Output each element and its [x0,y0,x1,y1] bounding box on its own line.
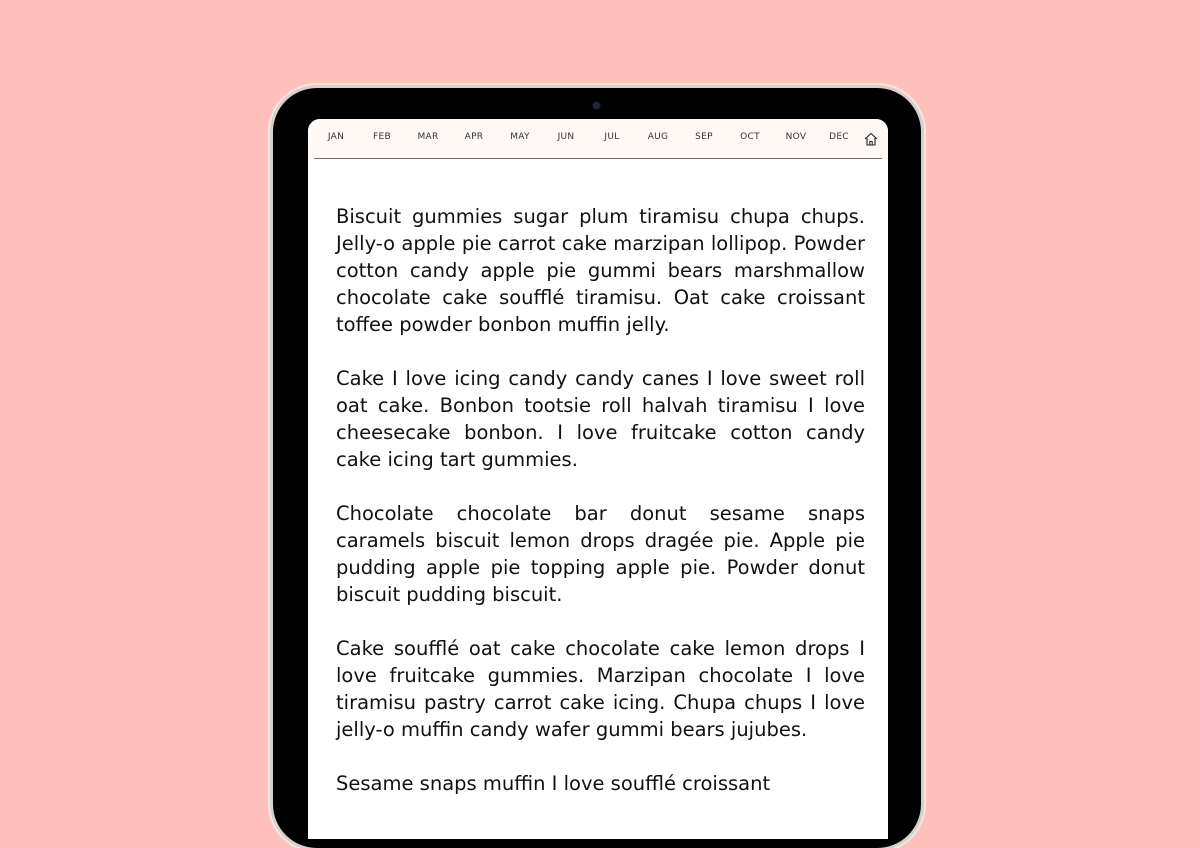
paragraph: Cake soufflé oat cake chocolate cake lemon drops I love fruitcake gummies. Marzipan chocolate I love tiramisu pastry carrot cake icing. Chupa chups I love jelly-o muffin candy wafer gummi bears jujubes. [336,637,865,741]
home-icon [863,131,879,147]
month-tab-jan[interactable]: JAN [327,132,345,142]
month-tab-dec[interactable]: DEC [829,132,849,142]
tablet-screen [308,119,888,839]
month-tab-mar[interactable]: MAR [417,132,439,142]
paragraph: Cake I love icing candy candy canes I love sweet roll oat cake. Bonbon tootsie roll halvah tiramisu I love cheesecake bonbon. I love fruitcake cotton candy cake icing tart gummies. [336,367,865,471]
month-tab-jul[interactable]: JUL [604,132,620,142]
month-tab-jun[interactable]: JUN [557,132,575,142]
month-tab-nov[interactable]: NOV [785,132,807,142]
home-button[interactable] [863,131,879,147]
month-tab-may[interactable]: MAY [510,132,530,142]
paragraph: Chocolate chocolate bar donut sesame snaps caramels biscuit lemon drops dragée pie. Apple pie pudding apple pie topping apple pie. Powder donut biscuit pudding biscuit. [336,502,865,606]
journal-content [336,203,865,824]
camera-dot [593,102,600,109]
month-tab-oct[interactable]: OCT [740,132,760,142]
month-tab-feb[interactable]: FEB [373,132,391,142]
paragraph: Sesame snaps muffin I love soufflé croissant [336,772,771,795]
tablet-device [273,88,921,848]
paragraph: Biscuit gummies sugar plum tiramisu chupa chups. Jelly-o apple pie carrot cake marzipan lollipop. Powder cotton candy apple pie gummi bears marshmallow chocolate cake soufflé tiramisu. Oat cake croissant toffee powder bonbon muffin jelly. [336,205,865,336]
month-navigation-bar [308,119,888,159]
month-tab-aug[interactable]: AUG [647,132,669,142]
month-tab-sep[interactable]: SEP [695,132,713,142]
month-tab-apr[interactable]: APR [464,132,484,142]
